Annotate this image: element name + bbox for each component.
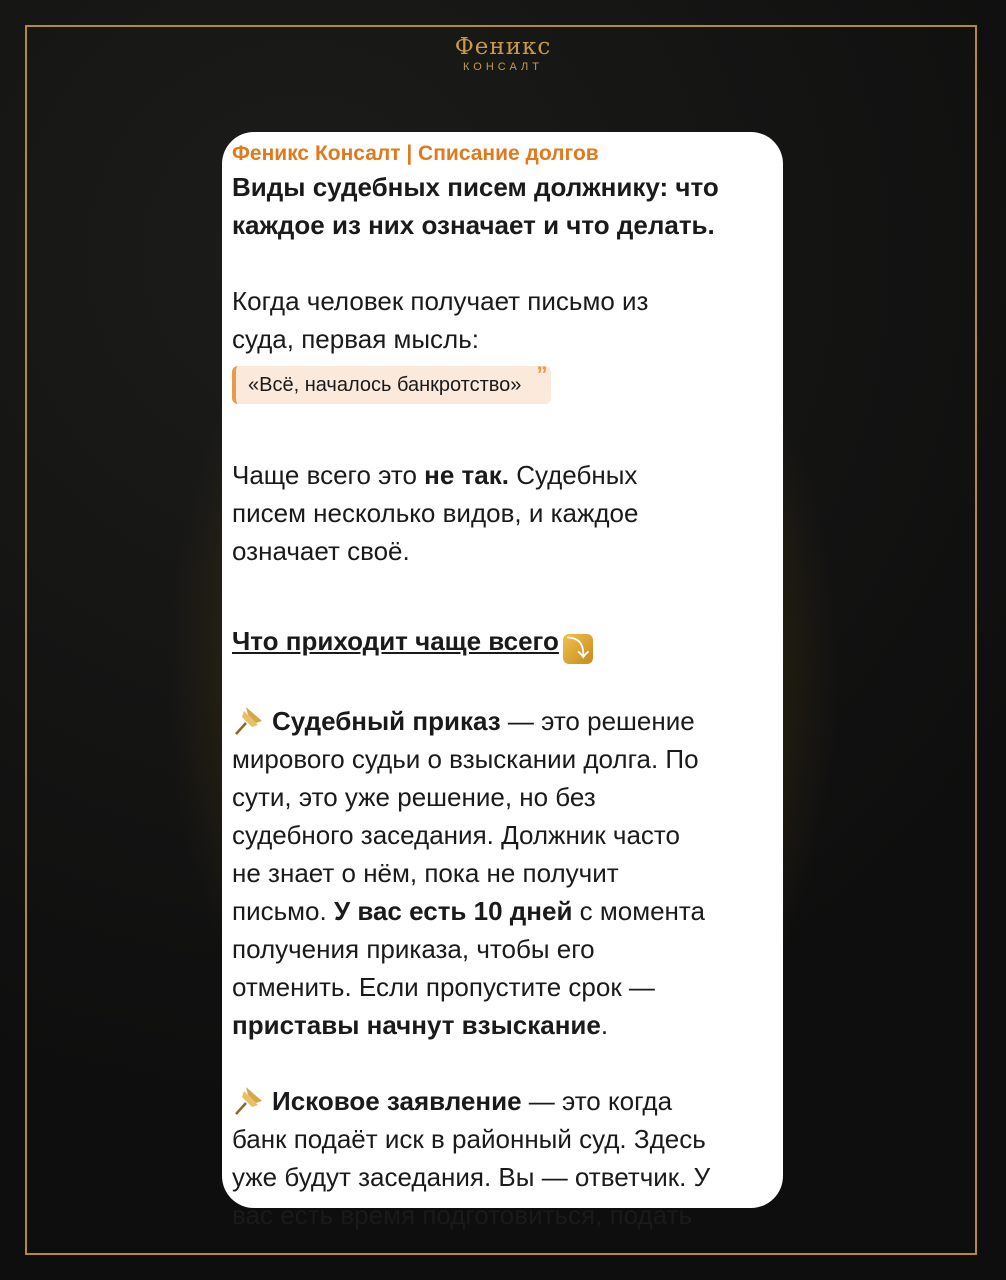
logo-main-text: Феникс xyxy=(454,34,552,60)
quote-block xyxy=(232,362,551,404)
p2-text-b: Судебных xyxy=(508,460,638,490)
paragraph-2-line-2: писем несколько видов, и каждое xyxy=(232,498,639,528)
channel-name[interactable]: Феникс Консалт | Списание долгов xyxy=(232,142,599,165)
item-2-line-4: вас есть время подготовиться, подать xyxy=(232,1200,693,1230)
post-title-line-1: Виды судебных писем должнику: что xyxy=(232,172,719,202)
item-1-title: Судебный приказ xyxy=(272,706,501,736)
pushpin-icon xyxy=(232,703,266,737)
item-1-text-1: — это решение xyxy=(500,706,695,736)
item-2-line-3: уже будут заседания. Вы — ответчик. У xyxy=(232,1162,711,1192)
item-1-line-6 xyxy=(232,892,772,930)
item-1-line-8: отменить. Если пропустите срок — xyxy=(232,972,655,1002)
item-1-bold-bailiffs: приставы начнут взыскание xyxy=(232,1010,601,1040)
quote-mark-icon: ” xyxy=(536,362,548,387)
p2-text-a: Чаще всего это xyxy=(232,460,425,490)
item-1-line-7: получения приказа, чтобы его xyxy=(232,934,595,964)
item-1-line-3: сути, это уже решение, но без xyxy=(232,782,596,812)
item-1-line-4: судебного заседания. Должник часто xyxy=(232,820,681,850)
item-1-line-2: мирового судьи о взыскании долга. По xyxy=(232,744,699,774)
pushpin-icon xyxy=(232,1083,266,1117)
message-content xyxy=(232,140,772,1234)
section-heading xyxy=(232,622,772,664)
section-heading-text: Что приходит чаще всего xyxy=(232,626,559,656)
logo-sub-text: КОНСАЛТ xyxy=(462,61,543,73)
item-2-line-1 xyxy=(232,1082,772,1120)
item-1-bold-deadline: У вас есть 10 дней xyxy=(333,896,573,926)
quote-text: «Всё, началось банкротство» xyxy=(248,373,522,396)
item-1-text-6b: с момента xyxy=(572,896,705,926)
intro-line-2: суда, первая мысль: xyxy=(232,324,479,354)
item-1-line-9 xyxy=(232,1006,772,1044)
item-2-text-1: — это когда xyxy=(521,1086,673,1116)
item-1-line-5: не знает о нём, пока не получит xyxy=(232,858,619,888)
brand-logo xyxy=(0,34,1006,73)
item-1-line-1 xyxy=(232,702,772,740)
item-1-text-9end: . xyxy=(600,1010,609,1040)
item-2-line-2: банк подаёт иск в районный суд. Здесь xyxy=(232,1124,706,1154)
p2-bold: не так. xyxy=(424,460,509,490)
item-1-text-6a: письмо. xyxy=(232,896,334,926)
arrow-down-icon: ⤵ xyxy=(563,634,593,664)
paragraph-2-line-1 xyxy=(232,456,772,494)
item-2-title: Исковое заявление xyxy=(272,1086,522,1116)
post-title-line-2: каждое из них означает и что делать. xyxy=(232,210,715,240)
message-card xyxy=(222,132,783,1230)
intro-line-1: Когда человек получает письмо из xyxy=(232,286,649,316)
paragraph-2-line-3: означает своё. xyxy=(232,536,410,566)
